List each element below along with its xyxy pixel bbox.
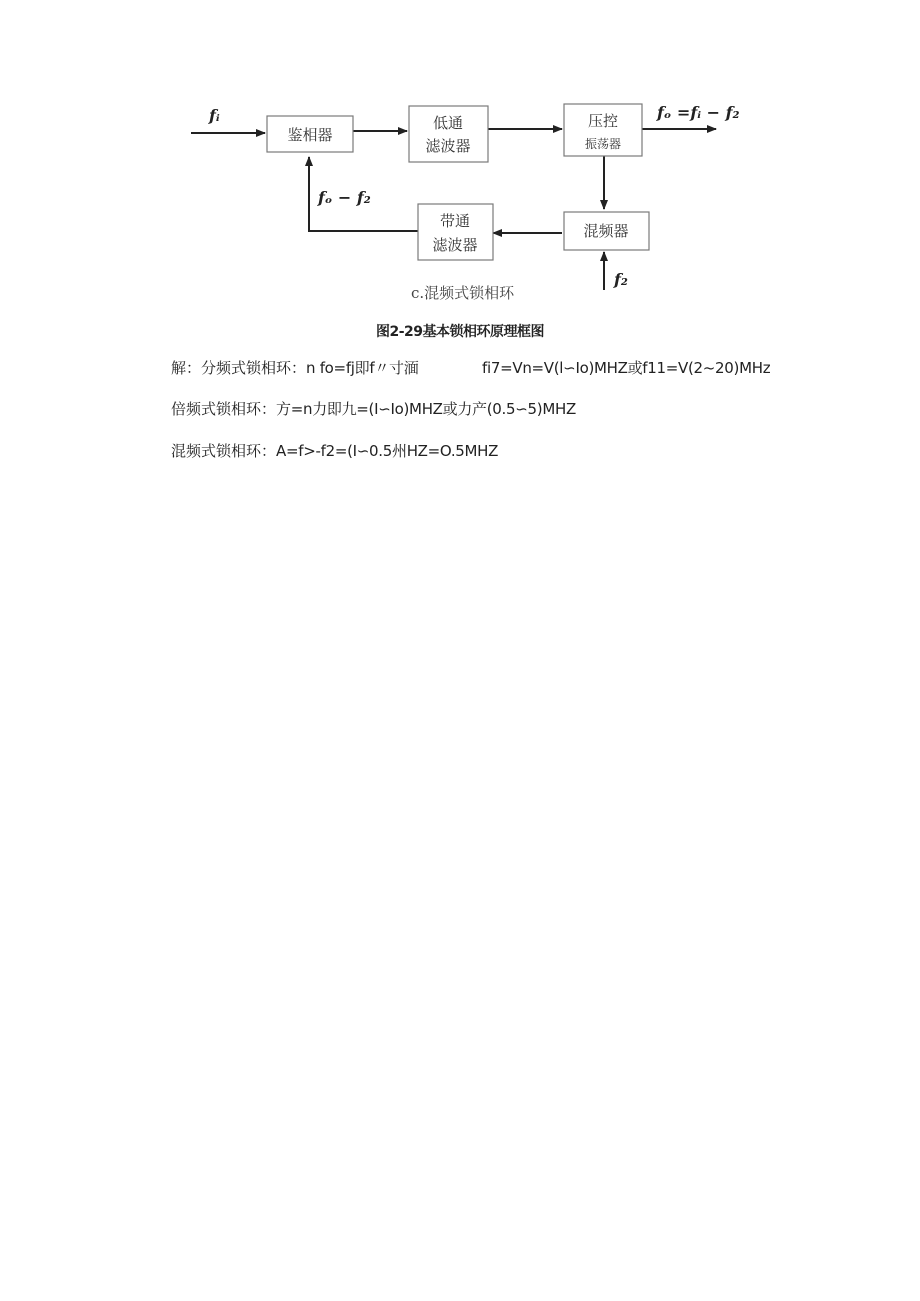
- feedback-signal-label: fₒ − f₂: [318, 188, 371, 207]
- answer-line-2-lead: 倍频式锁相环：: [171, 400, 277, 418]
- phase-detector-block: [267, 116, 353, 152]
- lowpass-filter-label-2: 滤波器: [425, 137, 471, 155]
- figure-caption: 图2-29基本锁相环原理框图: [375, 324, 545, 340]
- answer-line-divider: [171, 357, 418, 378]
- vco-label-2: 振荡器: [584, 137, 622, 151]
- vco-block: [564, 104, 642, 156]
- answer-line-mixer: [171, 440, 498, 461]
- answer-line-3-lead: 混频式锁相环：: [171, 442, 277, 460]
- lowpass-filter-label-1: 低通: [432, 114, 464, 132]
- answer-line-1-tail: fi7=Vn=V(l∽Io)MHZ或f11=V(2~20)MHz: [482, 359, 771, 377]
- answer-line-divider-result: [482, 357, 770, 378]
- bandpass-filter-label-1: 带通: [439, 212, 471, 230]
- output-signal-label: fₒ =fᵢ − f₂: [657, 103, 740, 122]
- input-signal-label: fᵢ: [209, 106, 220, 125]
- bandpass-filter-label-2: 滤波器: [432, 236, 478, 254]
- mixer-block: [564, 212, 649, 250]
- mixer-label: 混频器: [583, 222, 629, 240]
- answer-line-1-lead: 解：分频式锁相环：: [171, 359, 307, 377]
- lowpass-filter-block: [409, 106, 488, 162]
- phase-detector-label: 鉴相器: [287, 126, 333, 144]
- bandpass-filter-block: [418, 204, 493, 260]
- answer-line-1-formula: n fo=fj即f〃寸湎: [306, 359, 419, 377]
- answer-line-3-formula: A=f>-f2=(I∽0.5州HZ=O.5MHZ: [276, 442, 499, 460]
- diagram-subcaption: c.混频式锁相环: [411, 284, 515, 302]
- pll-block-diagram: [0, 0, 920, 320]
- mixer-input-signal-label: f₂: [614, 270, 628, 289]
- answer-line-2-formula: 方=n力即九=(I∽Io)MHZ或力产(0.5∽5)MHZ: [276, 400, 576, 418]
- answer-line-multiplier: [171, 398, 576, 419]
- vco-label-1: 压控: [587, 112, 619, 130]
